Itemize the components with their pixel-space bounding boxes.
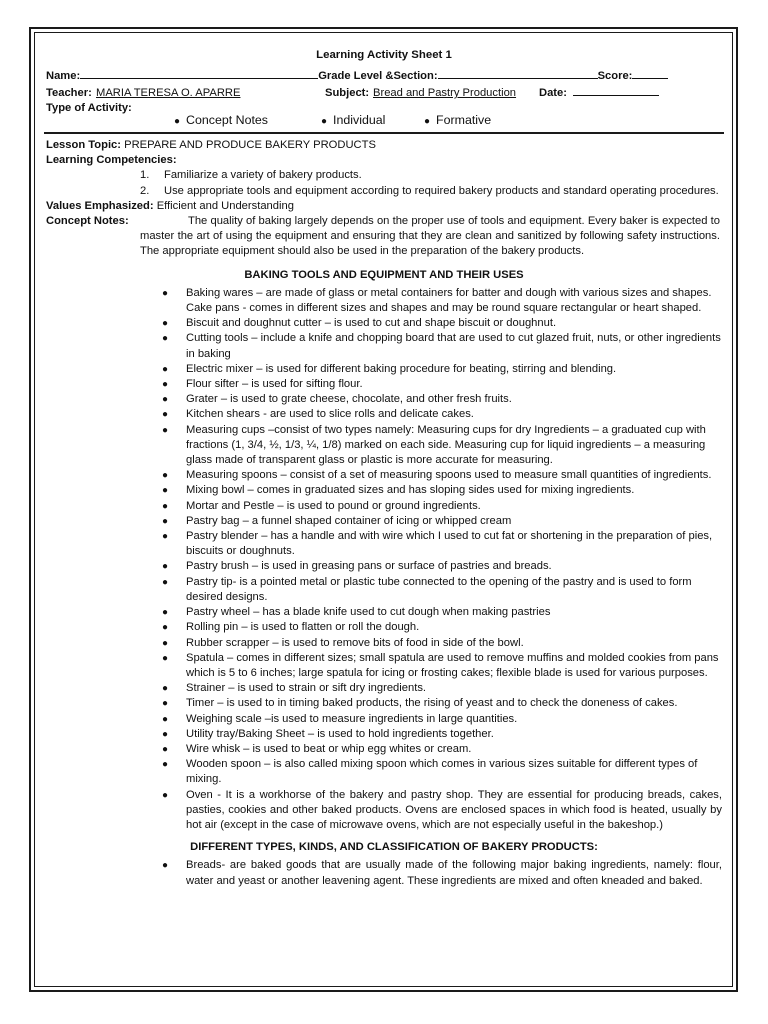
bullet-icon: ●: [162, 500, 169, 512]
list-item-text: Electric mixer – is used for different baking procedure for beating, stirring and blending.: [186, 362, 617, 375]
bullet-icon: ●: [162, 379, 169, 391]
name-label: Name:: [46, 70, 81, 82]
list-item: [46, 651, 722, 681]
competencies-list: [46, 168, 722, 198]
list-item: [46, 499, 722, 514]
concept-notes: [46, 214, 722, 260]
bullet-icon: ●: [162, 287, 169, 299]
bullet-icon: ●: [162, 622, 169, 634]
activity-type-formative: ● Formative: [424, 113, 492, 127]
list-item-text: Biscuit and doughnut cutter – is used to cut and shape biscuit or doughnut.: [186, 317, 557, 330]
list-item: [46, 407, 722, 422]
bullet-icon: ●: [162, 607, 169, 619]
bullet-icon: ●: [162, 713, 169, 725]
bullet-icon: ●: [162, 860, 169, 872]
topic-label: Lesson Topic:: [46, 139, 122, 151]
list-item: [46, 727, 722, 742]
list-item: 1. Familiarize a variety of bakery products.: [140, 169, 362, 182]
list-item: [46, 468, 722, 483]
list-item-text: Wire whisk – is used to beat or whip egg whites or cream.: [186, 742, 472, 755]
bullet-icon: ●: [174, 116, 181, 127]
list-item-text: Weighing scale –is used to measure ingredients in large quantities.: [186, 712, 518, 725]
list-item: [46, 392, 722, 407]
list-item-text: Rolling pin – is used to flatten or roll the dough.: [186, 621, 420, 634]
header-divider: [44, 132, 724, 134]
bullet-icon: ●: [162, 652, 169, 664]
teacher-row: [46, 83, 722, 100]
bullet-icon: ●: [321, 116, 328, 127]
list-item: [46, 331, 722, 361]
list-item-text: Pastry tip- is a pointed metal or plastic tube connected to the opening of the pastry and is used to form desired designs.: [186, 575, 692, 603]
list-item: [46, 377, 722, 392]
bullet-icon: ●: [162, 743, 169, 755]
list-item-text: Grater – is used to grate cheese, chocolate, and other fresh fruits.: [186, 393, 512, 406]
bullet-icon: ●: [162, 424, 169, 436]
list-item-text: Baking wares – are made of glass or metal containers for batter and dough with various sizes and shapes. Cake pans - comes in different sizes and shapes and may be round square rectangular or heart shaped.: [186, 286, 712, 315]
list-item: [46, 423, 722, 469]
types-list: [46, 858, 722, 888]
teacher-label: Teacher:: [46, 87, 92, 99]
list-item-text: Breads- are baked goods that are usually made of the following major baking ingredients, namely: flour, water and yeast or another leavening agent. These ingredients are mixed and often kneaded and baked.: [186, 859, 722, 887]
bullet-icon: ●: [162, 683, 169, 695]
list-item-text: Utility tray/Baking Sheet – is used to hold ingredients together.: [186, 727, 494, 740]
bullet-icon: ●: [162, 561, 169, 573]
activity-types: [46, 110, 722, 130]
types-heading: DIFFERENT TYPES, KINDS, AND CLASSIFICATION OF BAKERY PRODUCTS:: [190, 841, 598, 854]
bullet-icon: ●: [162, 333, 169, 345]
subject-value: Bread and Pastry Production: [373, 87, 517, 99]
list-item: [46, 362, 722, 377]
name-blank[interactable]: [80, 66, 318, 79]
type-label: Type of Activity:: [46, 102, 132, 114]
list-item-text: Measuring spoons – consist of a set of measuring spoons used to measure small quantities of ingredients.: [186, 469, 712, 482]
bullet-icon: ●: [162, 637, 169, 649]
score-label: Score:: [597, 70, 633, 82]
list-item-text: Pastry blender – has a handle and with wire which I used to cut fat or shortening in the preparation of pies, biscuits or doughnuts.: [186, 530, 713, 558]
list-item: [46, 559, 722, 574]
list-item-text: Mortar and Pestle – is used to pound or ground ingredients.: [186, 499, 481, 512]
competencies-label: Learning Competencies:: [46, 154, 177, 167]
sheet-title: Learning Activity Sheet 1: [316, 49, 452, 61]
list-item: [46, 316, 722, 331]
list-item-text: Pastry bag – a funnel shaped container of icing or whipped cream: [186, 514, 512, 527]
concept-text: The quality of baking largely depends on the proper use of tools and equipment. Every baker is expected to master the art of using the equipment and ensuring that they are clean and sanitized by following safety instructions. The appropriate equipment should also be used in the preparation of the bakery products.: [140, 215, 720, 258]
list-item: [46, 636, 722, 651]
list-item-text: Pastry brush – is used in greasing pans or surface of pastries and breads.: [186, 560, 552, 573]
bullet-icon: ●: [162, 789, 169, 801]
activity-type-individual: ● Individual: [321, 113, 386, 127]
bullet-icon: ●: [162, 409, 169, 421]
tools-heading: BAKING TOOLS AND EQUIPMENT AND THEIR USES: [244, 268, 524, 281]
list-item: [46, 757, 722, 787]
list-item-text: Rubber scrapper – is used to remove bits of food in side of the bowl.: [186, 636, 524, 649]
bullet-icon: ●: [162, 515, 169, 527]
date-blank[interactable]: [573, 83, 659, 96]
list-item: [46, 286, 722, 316]
list-item: [46, 605, 722, 620]
list-item-text: Flour sifter – is used for sifting flour.: [186, 378, 363, 391]
activity-type-concept-notes: ● Concept Notes: [174, 113, 269, 127]
grade-label: Grade Level &Section:: [318, 70, 438, 82]
name-row: [46, 66, 722, 83]
bullet-icon: ●: [424, 116, 431, 127]
values-emphasized: [46, 199, 722, 214]
bullet-icon: ●: [162, 759, 169, 771]
activity-sheet: [46, 40, 722, 889]
list-item: [46, 712, 722, 727]
list-item-text: Timer – is used to in timing baked products, the rising of yeast and to check the doneness of cakes.: [186, 697, 678, 710]
list-item: [46, 529, 722, 559]
bullet-icon: ●: [162, 394, 169, 406]
teacher-value: MARIA TERESA O. APARRE: [96, 87, 241, 99]
list-item: [46, 742, 722, 757]
list-item: [46, 681, 722, 696]
list-item-text: Kitchen shears - are used to slice rolls and delicate cakes.: [186, 408, 474, 421]
values-label: Values Emphasized:: [46, 199, 154, 212]
list-item: [46, 696, 722, 711]
bullet-icon: ●: [162, 531, 169, 543]
list-item-text: Measuring cups –consist of two types namely: Measuring cups for dry Ingredients – a graduated cup with fractions (1, 3/4, ½, 1/3, ¼, 1/8) marked on each side. Measuring cup for liquid ingredients – a measuring glass made of transparent glass or plastic is more accurate for measuring.: [186, 423, 706, 467]
list-item-text: Pastry wheel – has a blade knife used to cut dough when making pastries: [186, 606, 551, 619]
bullet-icon: ●: [162, 698, 169, 710]
list-item-text: Strainer – is used to strain or sift dry ingredients.: [186, 682, 427, 695]
list-item: [46, 620, 722, 635]
subject-label: Subject:: [325, 87, 370, 99]
list-item-text: Spatula – comes in different sizes; small spatula are used to remove muffins and molded cookies from pans which is 5 to 6 inches; large spatula for icing or frosting cakes; flexible blade is used for various purposes.: [186, 651, 719, 679]
list-item: [46, 858, 722, 888]
list-item-text: Oven - It is a workhorse of the bakery and pastry shop. They are essential for producing breads, cakes, pasties, cookies and other baked products. Ovens are enclosed spaces in which food is heated, usually by hot air (except in the case of microwave ovens, which are not especially useful in the bakeshop.): [186, 788, 722, 831]
bullet-icon: ●: [162, 318, 169, 330]
list-item: 2. Use appropriate tools and equipment according to required bakery products and standard operating procedures.: [140, 184, 719, 197]
list-item: [46, 788, 722, 834]
bullet-icon: ●: [162, 728, 169, 740]
date-label: Date:: [539, 87, 567, 99]
list-item: [46, 514, 722, 529]
lesson-topic: [46, 138, 722, 153]
list-item-text: Mixing bowl – comes in graduated sizes and has sloping sides used for mixing ingredients.: [186, 484, 635, 497]
concept-label: Concept Notes:: [46, 215, 129, 228]
topic-value: PREPARE AND PRODUCE BAKERY PRODUCTS: [124, 139, 376, 151]
bullet-icon: ●: [162, 485, 169, 497]
list-item: [46, 483, 722, 498]
grade-blank[interactable]: [438, 66, 598, 79]
bullet-icon: ●: [162, 470, 169, 482]
tools-list: [46, 286, 722, 833]
values-value: Efficient and Understanding: [156, 199, 294, 212]
bullet-icon: ●: [162, 363, 169, 375]
list-item-text: Wooden spoon – is also called mixing spoon which comes in various sizes suitable for different types of mixing.: [186, 758, 698, 786]
score-blank[interactable]: [632, 66, 668, 79]
bullet-icon: ●: [162, 576, 169, 588]
list-item: [46, 575, 722, 605]
list-item-text: Cutting tools – include a knife and chopping board that are used to cut glazed fruit, nuts, or other ingredients in baking: [186, 332, 721, 360]
